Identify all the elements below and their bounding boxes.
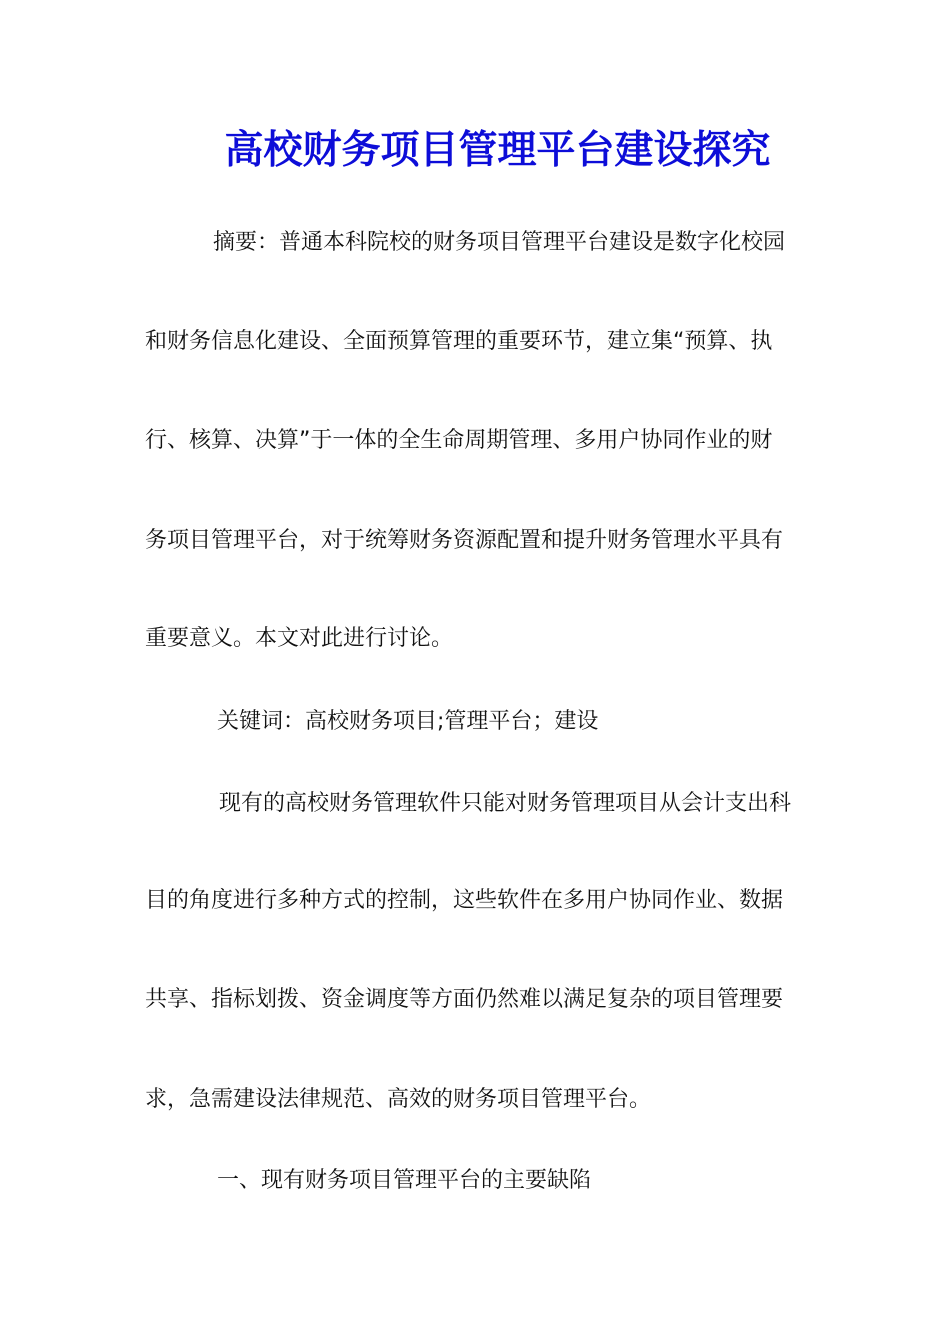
abstract-line-2: 和财务信息化建设、全面预算管理的重要环节，建立集“预算、执 [145, 329, 773, 354]
abstract-line-5: 重要意义。本文对此进行讨论。 [145, 626, 454, 651]
body-line-2: 目的角度进行多种方式的控制，这些软件在多用户协同作业、数据 [145, 888, 784, 913]
document-title: 高校财务项目管理平台建设探究 [224, 127, 771, 173]
body-line-4: 求，急需建设法律规范、高效的财务项目管理平台。 [145, 1087, 652, 1112]
abstract-line-4: 务项目管理平台，对于统筹财务资源配置和提升财务管理水平具有 [145, 528, 784, 553]
keywords-line: 关键词：高校财务项目;管理平台；建设 [217, 709, 599, 734]
section-heading: 一、现有财务项目管理平台的主要缺陷 [217, 1168, 592, 1193]
body-line-3: 共享、指标划拨、资金调度等方面仍然难以满足复杂的项目管理要 [145, 987, 784, 1012]
abstract-line-1: 摘要：普通本科院校的财务项目管理平台建设是数字化校园 [213, 230, 786, 255]
body-line-1: 现有的高校财务管理软件只能对财务管理项目从会计支出科 [219, 791, 792, 816]
abstract-line-3: 行、核算、决算”于一体的全生命周期管理、多用户协同作业的财 [145, 428, 773, 453]
